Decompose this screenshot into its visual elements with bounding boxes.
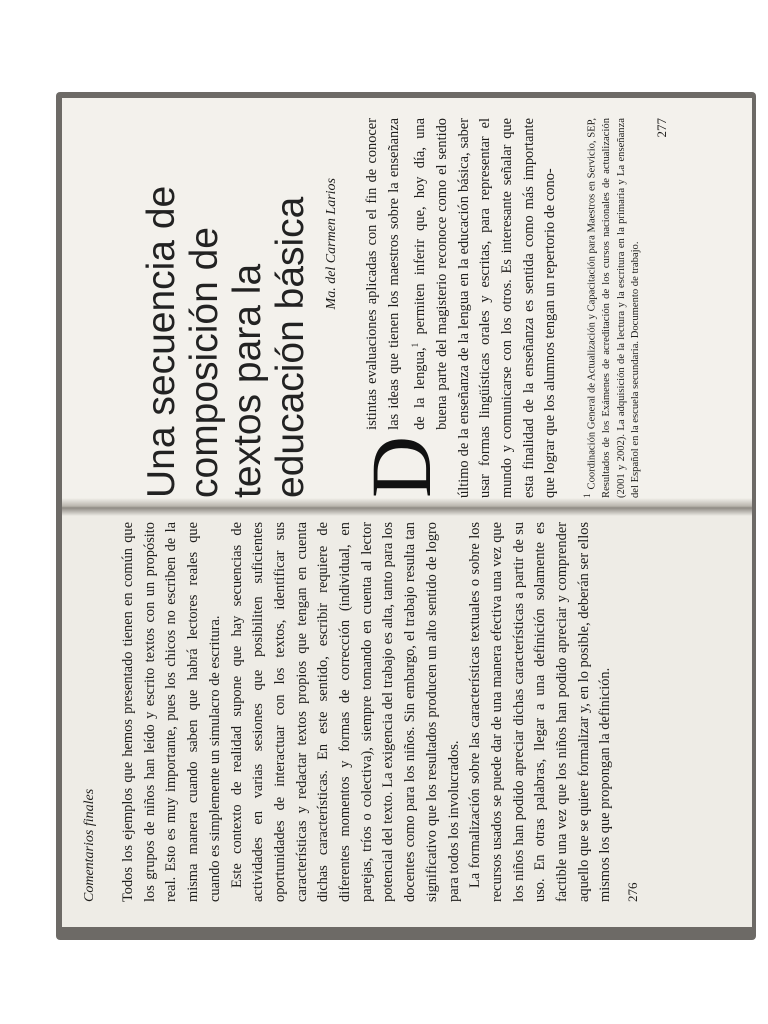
book-gutter (62, 498, 752, 516)
left-page-body (118, 522, 617, 902)
footnote (580, 118, 644, 498)
footnote-text: Coordinación General de Actualización y Capacitación para Maestros en Servicio, SEP, Resultados de los Exámenes de acreditación de los cursos nacionales de actualización (2001 y 2002). La adquisición de la lectura y la escritura en la primaria y La enseñanza del Español en la escuela secundaria. Documento de trabajo. (586, 118, 642, 498)
chapter-title: Una secuencia de composición de textos para la educación básica (140, 185, 312, 498)
drop-cap: D (353, 435, 449, 498)
chapter-author: Ma. del Carmen Larios (324, 178, 339, 310)
body-text-rest: permiten inferir que, hoy día, una buena parte del magisterio reconoce como el sentido último de la enseñanza de la lengua en la educación básica, saber usar formas lingüísticas orales y escritas, para representar el mundo y comunicarse con los otros. Es interesante señalar que esta finalidad de la enseñanza es sentida como más importante que lograr que los alumnos tengan un repertorio de cono- (412, 117, 559, 498)
page-number-277: 277 (653, 118, 669, 138)
paragraph: Este contexto de realidad supone que hay secuencias de actividades en varias sesiones que posibiliten suficientes oportunidades de interactuar con los textos, identificar sus características y redactar textos propios que tengan en cuenta dichas características. En este sentido, escribir requiere de diferentes momentos y formas de corrección (individual, en parejas, tríos o colectiva), siempre tomando en cuenta al lector potencial del texto. La exigencia del trabajo es alta, tanto para los docentes como para los niños. Sin embargo, el trabajo resulta tan significativo que los resultados producen un alto sentido de logro para todos los involucrados. (228, 522, 462, 902)
left-page-header (82, 522, 98, 902)
paragraph: La formalización sobre las características textuales o sobre los recursos usados se puede dar de una manera efectiva una vez que los niños han podido apreciar dichas características a partir de su uso. En otras palabras, llegar a una definición solamente es factible una vez que los niños han podido apreciar y comprender aquello que se quiere formalizar y, en lo posible, deberán ser ellos mismos los que propongan la definición. (467, 522, 614, 902)
right-page-footer (654, 118, 670, 498)
right-page-text (110, 118, 740, 498)
left-page-text (82, 522, 722, 902)
footnote-reference: 1 (410, 342, 421, 348)
page-number-276: 276 (625, 882, 641, 902)
body-text-start: istintas evaluaciones aplicadas con el fin de conocer las ideas que tienen los maestros sobre la enseñanza de la lengua, (364, 118, 429, 430)
section-title: Comentarios finales (82, 788, 97, 902)
right-page-body (353, 117, 562, 498)
footnote-number: 1 (582, 493, 593, 498)
paragraph: Todos los ejemplos que hemos presentado tienen en común que los grupos de niños han leído y escrito textos con un propósito real. Esto es muy importante, pues los chicos no escriben de la misma manera cuando saben que habrá lectores reales que cuando es simplemente un simulacro de escritura. (120, 522, 223, 902)
